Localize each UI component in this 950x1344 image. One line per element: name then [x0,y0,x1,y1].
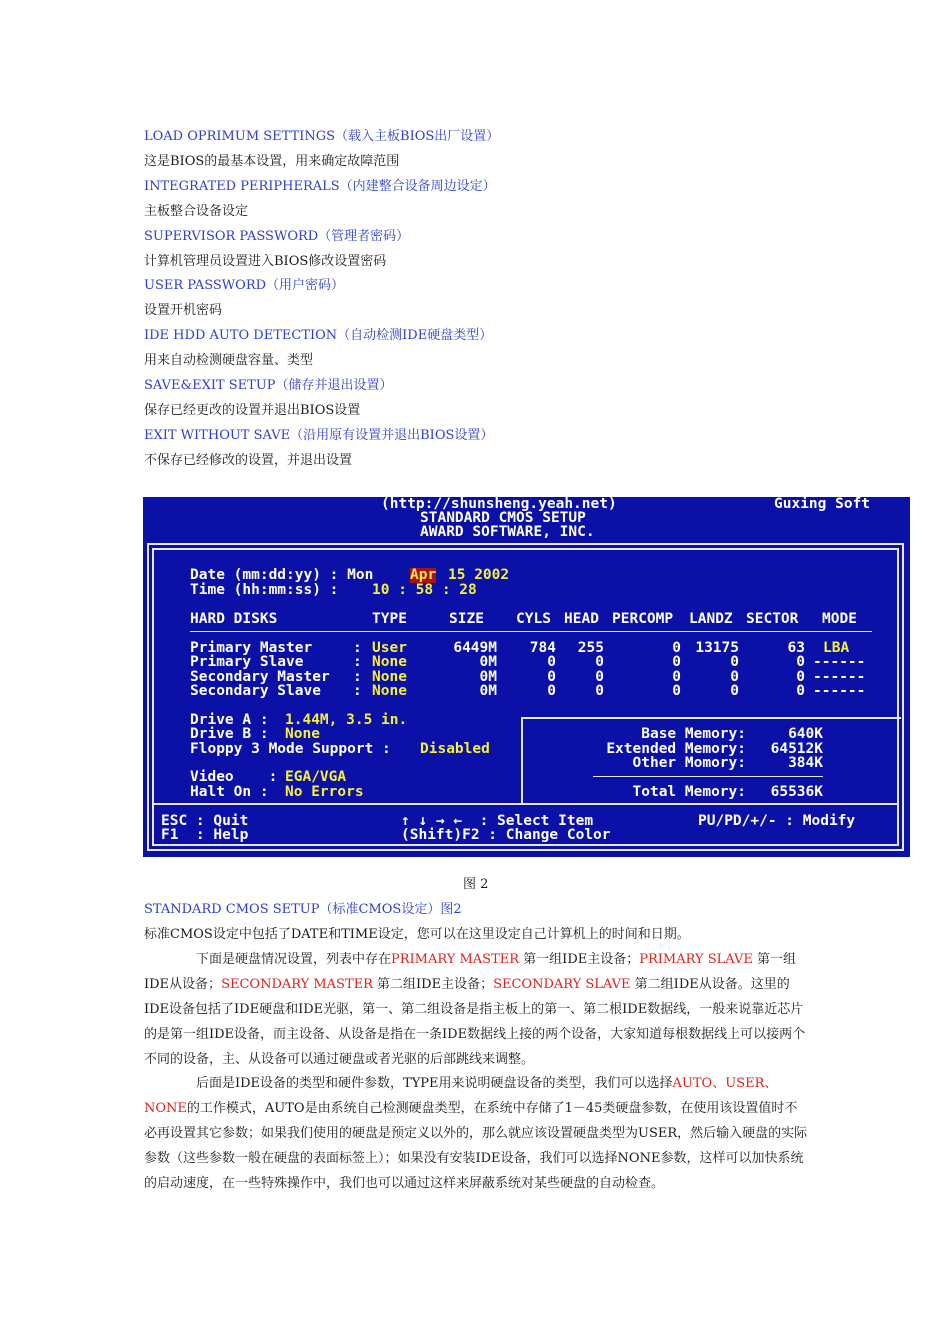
figure-caption: 图 2 [463,877,489,892]
menu-desc-integrated-peripherals: 主板整合设备设定 [144,204,249,219]
bios-col-type: TYPE [372,611,407,627]
bios-col-sector: SECTOR [746,611,799,627]
bios-mem-other-label: Other Momory: [632,755,746,771]
bios-video-label: Video : [190,769,278,785]
disk-colon: : [353,669,362,685]
bios-video-value[interactable]: EGA/VGA [285,769,347,785]
disk-type[interactable]: None [372,654,407,670]
menu-desc-ide-hdd-detection: 用来自动检测硬盘容量、类型 [144,353,314,368]
disk-percomp: 0 [672,640,681,656]
disk-sector: 0 [796,669,805,685]
disk-sector: 0 [796,683,805,699]
disk-head: 255 [577,640,604,656]
menu-title-user-password: USER PASSWORD（用户密码） [144,278,345,293]
menu-title-integrated-peripherals: INTEGRATED PERIPHERALS（内建整合设备周边设定） [144,179,496,194]
disk-colon: : [353,654,362,670]
bios-mem-base-value: 640K [788,726,823,742]
bios-mem-extended-label: Extended Memory: [606,741,746,757]
disk-mode: ------ [813,654,866,670]
menu-desc-exit-without-save: 不保存已经修改的设置，并退出设置 [144,453,353,468]
bios-header-url: (http://shunsheng.yeah.net) [381,497,617,512]
menu-title-exit-without-save: EXIT WITHOUT SAVE（沿用原有设置并退出BIOS设置） [144,428,494,443]
bios-memory-left-rule [521,717,523,805]
menu-desc-save-exit: 保存已经更改的设置并退出BIOS设置 [144,403,361,418]
disk-sector: 63 [787,640,805,656]
disk-name: Secondary Master [190,669,330,685]
bios-col-size: SIZE [449,611,484,627]
bios-footer-rule [152,803,899,805]
section-intro: 标准CMOS设定中包括了DATE和TIME设定，您可以在这里设定自己计算机上的时间和日期。 [144,927,690,942]
bios-drive-a-value[interactable]: 1.44M, 3.5 in. [285,712,408,728]
bios-col-landz: LANDZ [689,611,733,627]
para1-desc4: 第二组IDE从设备。这里的IDE设备包括了IDE硬盘和IDE光驱，第一、第二组设备是指主板上的第一、第二根IDE数据线，一般来说靠近芯片的是第一组IDE设备，而主设备、从设备是指在一条IDE数据线上接的两个设备，大家知道每根数据线上可以接两个不同的设备，主、从设备可以通过硬盘或者光驱的后部跳线来调整。 [144,977,806,1067]
disk-sector: 0 [796,654,805,670]
bios-key-esc: ESC : Quit [161,813,249,829]
disk-size: 0M [479,669,497,685]
bios-floppy-label: Floppy 3 Mode Support : [190,741,391,757]
bios-col-head: HEAD [564,611,599,627]
disk-head: 0 [595,683,604,699]
disk-landz: 0 [730,654,739,670]
term-primary-slave: PRIMARY SLAVE [639,952,753,967]
disk-mode: ------ [813,683,866,699]
bios-drive-a-label: Drive A : [190,712,269,728]
bios-key-arrows: ↑ ↓ → ← : Select Item [401,813,594,829]
disk-name: Secondary Slave [190,683,321,699]
disk-colon: : [353,683,362,699]
disk-mode: ------ [813,669,866,685]
bios-header-title: STANDARD CMOS SETUP [420,510,586,526]
bios-memory-top-rule [521,717,901,719]
disk-name: Primary Slave [190,654,304,670]
disk-percomp: 0 [672,669,681,685]
disk-size: 6449M [453,640,497,656]
bios-key-pu-pd: PU/PD/+/- : Modify [698,813,856,829]
term-modes: AUTO、USER、NONE [144,1076,778,1116]
menu-desc-load-optimum: 这是BIOS的最基本设置，用来确定故障范围 [144,154,400,169]
menu-title-load-optimum: LOAD OPRIMUM SETTINGS（载入主板BIOS出厂设置） [144,129,500,144]
para1-desc2: 第一组IDE从设备； [144,952,797,992]
bios-time-label: Time (hh:mm:ss) : [190,582,339,598]
disk-type[interactable]: None [372,683,407,699]
bios-header-rule [190,631,872,632]
bios-date-label: Date (mm:dd:yy) : Mon [190,567,374,583]
disk-cyls: 0 [547,654,556,670]
bios-mem-total-rule [593,776,823,777]
bios-header-right: Guxing Soft [774,497,871,512]
bios-col-hard-disks: HARD DISKS [190,611,278,627]
term-primary-master: PRIMARY MASTER [391,952,520,967]
disk-landz: 0 [730,683,739,699]
bios-header-vendor: AWARD SOFTWARE, INC. [420,524,595,540]
disk-landz: 0 [730,669,739,685]
disk-size: 0M [479,683,497,699]
bios-halt-value[interactable]: No Errors [285,784,364,800]
bios-screenshot [143,497,910,857]
disk-type[interactable]: None [372,669,407,685]
disk-type[interactable]: User [372,640,407,656]
para1-desc1: 第一组IDE主设备； [519,952,640,967]
para2-rest: 的工作模式，AUTO是由系统自己检测硬盘类型，在系统中存储了1－45类硬盘参数，在使用该设置值时不必再设置其它参数；如果我们使用的硬盘是预定义以外的，那么就应该设置硬盘类型为USER，然后输入硬盘的实际参数（这些参数一般在硬盘的表面标签上）；如果没有安装IDE设备，我们可以选择NONE参数，这样可以加快系统的启动速度，在一些特殊操作中，我们也可以通过这样来屏蔽系统对某些硬盘的自动检查。 [144,1101,808,1191]
menu-desc-user-password: 设置开机密码 [144,303,223,318]
menu-title-save-exit: SAVE&EXIT SETUP（储存并退出设置） [144,378,393,393]
menu-title-ide-hdd-detection: IDE HDD AUTO DETECTION（自动检测IDE硬盘类型） [144,328,493,343]
bios-mem-extended-value: 64512K [770,741,823,757]
bios-drive-b-label: Drive B : [190,726,269,742]
disk-cyls: 0 [547,669,556,685]
disk-cyls: 0 [547,683,556,699]
bios-col-percomp: PERCOMP [612,611,674,627]
disk-size: 0M [479,654,497,670]
disk-mode[interactable]: LBA [823,640,850,656]
disk-head: 0 [595,654,604,670]
bios-drive-b-value[interactable]: None [285,726,320,742]
bios-key-shift-f2: (Shift)F2 : Change Color [401,827,611,843]
disk-cyls: 784 [529,640,556,656]
bios-col-mode: MODE [822,611,857,627]
bios-mem-base-label: Base Memory: [641,726,746,742]
menu-desc-supervisor-password: 计算机管理员设置进入BIOS修改设置密码 [144,254,387,269]
para2-intro: 后面是IDE设备的类型和硬件参数，TYPE用来说明硬盘设备的类型，我们可以选择 [196,1076,673,1091]
menu-title-supervisor-password: SUPERVISOR PASSWORD（管理者密码） [144,229,410,244]
bios-date-day-year[interactable]: 15 2002 [448,567,510,583]
bios-key-f1: F1 : Help [161,827,249,843]
paragraph-ide-type [144,1071,809,1196]
disk-percomp: 0 [672,654,681,670]
disk-name: Primary Master [190,640,313,656]
paragraph-hard-disks [144,947,809,1072]
term-secondary-slave: SECONDARY SLAVE [493,977,631,992]
bios-date-month[interactable]: Apr [410,567,437,583]
bios-floppy-value[interactable]: Disabled [420,741,490,757]
disk-colon: : [353,640,362,656]
bios-mem-total-label: Total Memory: [632,784,746,800]
bios-halt-label: Halt On : [190,784,269,800]
section-title: STANDARD CMOS SETUP（标准CMOS设定）图2 [144,902,462,917]
para1-desc3: 第二组IDE主设备； [372,977,494,992]
bios-time-value[interactable]: 10 : 58 : 28 [372,582,477,598]
term-secondary-master: SECONDARY MASTER [221,977,373,992]
bios-mem-other-value: 384K [788,755,823,771]
disk-head: 0 [595,669,604,685]
disk-landz: 13175 [695,640,739,656]
para1-intro: 下面是硬盘情况设置，列表中存在 [196,952,392,967]
disk-percomp: 0 [672,683,681,699]
bios-col-cyls: CYLS [516,611,551,627]
bios-mem-total-value: 65536K [770,784,823,800]
